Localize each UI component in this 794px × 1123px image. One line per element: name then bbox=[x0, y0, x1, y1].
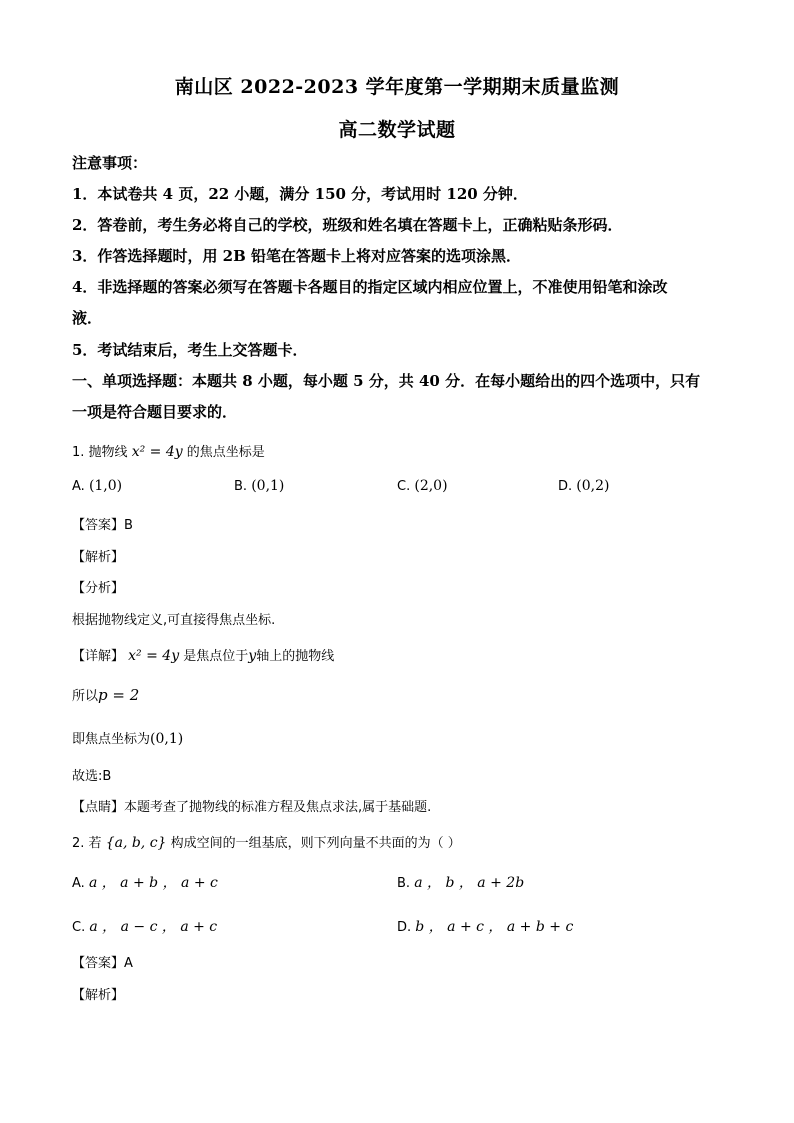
q2-answer: 【答案】A bbox=[72, 956, 133, 971]
q1-option-c: C. (2,0) bbox=[397, 478, 448, 494]
question-1-equation: x² = 4y bbox=[131, 444, 183, 460]
q1-fenxi-tag: 【分析】 bbox=[72, 581, 125, 596]
question-2-basis: {a, b, c} bbox=[105, 835, 167, 851]
q1-so: 所以p = 2 bbox=[72, 686, 140, 704]
notice-heading: 注意事项： bbox=[72, 154, 148, 172]
q1-fenxi-text: 根据抛物线定义,可直接得焦点坐标. bbox=[72, 613, 276, 628]
q1-focus: 即焦点坐标为(0,1) bbox=[72, 731, 184, 747]
q1-option-b: B. (0,1) bbox=[234, 478, 285, 494]
q1-choose: 故选:B bbox=[72, 769, 112, 784]
q1-option-d: D. (0,2) bbox=[558, 478, 610, 494]
notice-item: 4．非选择题的答案必须写在答题卡各题目的指定区域内相应位置上，不准使用铅笔和涂改 bbox=[72, 278, 668, 296]
section-heading-cont: 一项是符合题目要求的． bbox=[72, 403, 238, 421]
q2-option-a: A. a ， a + b ， a + c bbox=[72, 875, 218, 891]
q1-answer: 【答案】B bbox=[72, 518, 133, 533]
exam-subtitle: 高二数学试题 bbox=[338, 119, 456, 141]
question-2-stem: 2. 若 {a, b, c} 构成空间的一组基底，则下列向量不共面的为（ ） bbox=[72, 835, 461, 851]
q2-option-d: D. b ， a + c ， a + b + c bbox=[397, 919, 574, 935]
q2-analysis-tag: 【解析】 bbox=[72, 988, 125, 1003]
q1-option-a: A. (1,0) bbox=[72, 478, 123, 494]
q1-analysis-tag: 【解析】 bbox=[72, 550, 125, 565]
notice-item: 液． bbox=[72, 309, 103, 327]
notice-item: 2．答卷前，考生务必将自己的学校，班级和姓名填在答题卡上，正确粘贴条形码． bbox=[72, 216, 623, 234]
exam-title: 南山区 2022-2023 学年度第一学期期末质量监测 bbox=[174, 76, 620, 98]
q1-comment: 【点睛】本题考查了抛物线的标准方程及焦点求法,属于基础题. bbox=[72, 800, 432, 815]
question-1-stem: 1. 抛物线 x² = 4y 的焦点坐标是 bbox=[72, 444, 265, 460]
section-heading: 一、单项选择题：本题共 8 小题，每小题 5 分，共 40 分．在每小题给出的四个选项中，只有 bbox=[72, 372, 701, 390]
notice-item: 3．作答选择题时，用 2B 铅笔在答题卡上将对应答案的选项涂黑． bbox=[72, 247, 521, 265]
q2-option-c: C. a ， a − c ， a + c bbox=[72, 919, 218, 935]
q1-detail: 【详解】 x² = 4y 是焦点位于y轴上的抛物线 bbox=[72, 648, 335, 664]
notice-item: 5．考试结束后，考生上交答题卡． bbox=[72, 341, 308, 359]
q2-option-b: B. a ， b ， a + 2b bbox=[397, 875, 525, 891]
notice-item: 1．本试卷共 4 页，22 小题，满分 150 分，考试用时 120 分钟． bbox=[72, 185, 528, 203]
